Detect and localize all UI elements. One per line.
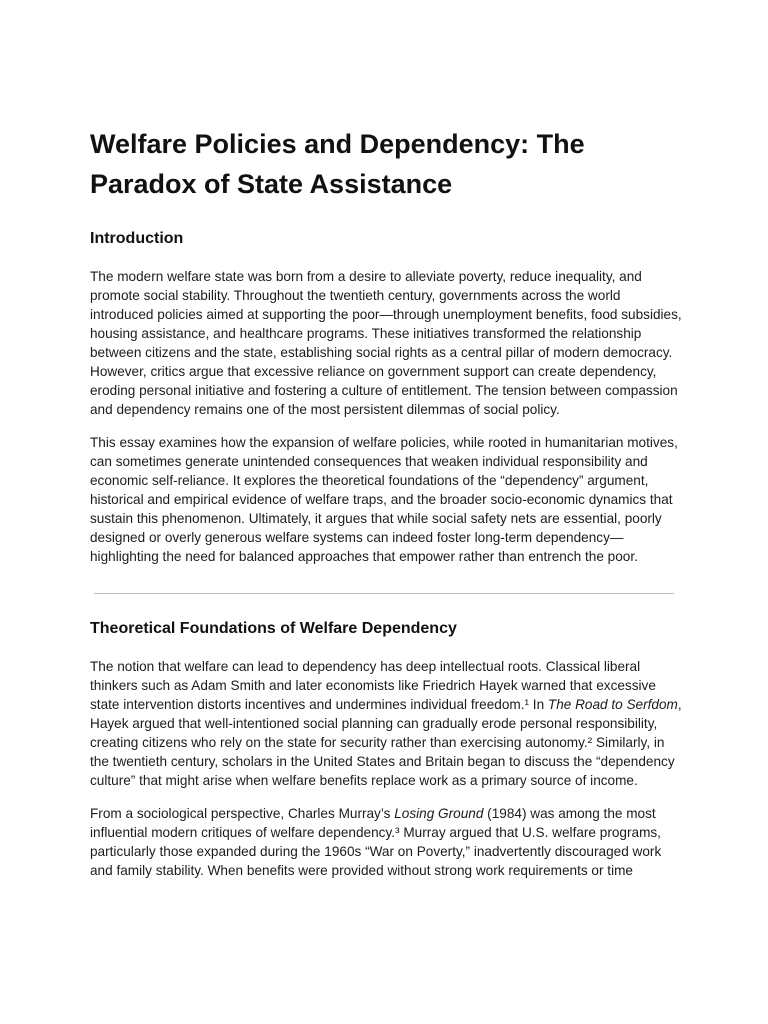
introduction-paragraph-1: The modern welfare state was born from a desire to alleviate poverty, reduce inequality, and promote social stability. Throughout the twentieth century, governments across the world introduced policies aimed at supporting the poor—through unemployment benefits, food subsidies, housing assistance, and healthcare programs. These initiatives transformed the relationship between citizens and the state, establishing social rights as a central pillar of modern democracy. However, critics argue that excessive reliance on government support can create dependency, eroding personal initiative and fostering a culture of entitlement. The tension between compassion and dependency remains one of the most persistent dilemmas of social policy. [90,269,682,417]
paragraph-text: The notion that welfare can lead to dependency has deep intellectual roots. Classical liberal thinkers such as Adam Smith and later economists like Friedrich Hayek warned that excessive state intervention distorts incentives and undermines individual freedom.¹ In [90,659,656,712]
section-heading-introduction: Introduction [90,230,184,247]
section-heading-theoretical-foundations: Theoretical Foundations of Welfare Dependency [90,620,457,637]
document-title: Welfare Policies and Dependency: The Paradox of State Assistance [90,129,585,199]
section-divider [94,593,674,594]
paragraph-text: , Hayek argued that well-intentioned social planning can gradually erode personal responsibility, creating citizens who rely on the state for security rather than exercising autonomy.² Similarly, in the twentieth century, scholars in the United States and Britain began to discuss the “dependency culture” that might arise when welfare benefits replace work as a primary source of income. [90,697,682,788]
paragraph-text: (1984) was among the most influential modern critiques of welfare dependency.³ Murray argued that U.S. welfare programs, particularly those expanded during the 1960s “War on Poverty,” inadvertently discouraged work and family stability. When benefits were provided without strong work requirements or time [90,806,662,878]
theoretical-foundations-paragraph-2 [90,804,682,880]
theoretical-foundations-paragraph-1 [90,657,682,790]
book-title-losing-ground: Losing Ground [394,806,484,821]
introduction-paragraph-2: This essay examines how the expansion of welfare policies, while rooted in humanitarian motives, can sometimes generate unintended consequences that weaken individual responsibility and economic self-reliance. It explores the theoretical foundations of the “dependency” argument, historical and empirical evidence of welfare traps, and the broader socio-economic dynamics that sustain this phenomenon. Ultimately, it argues that while social safety nets are essential, poorly designed or overly generous welfare systems can indeed foster long-term dependency—highlighting the need for balanced approaches that empower rather than entrench the poor. [90,435,678,564]
document-page [90,124,682,880]
book-title-road-to-serfdom: The Road to Serfdom [547,697,678,712]
paragraph-text: From a sociological perspective, Charles Murray’s [90,806,395,821]
